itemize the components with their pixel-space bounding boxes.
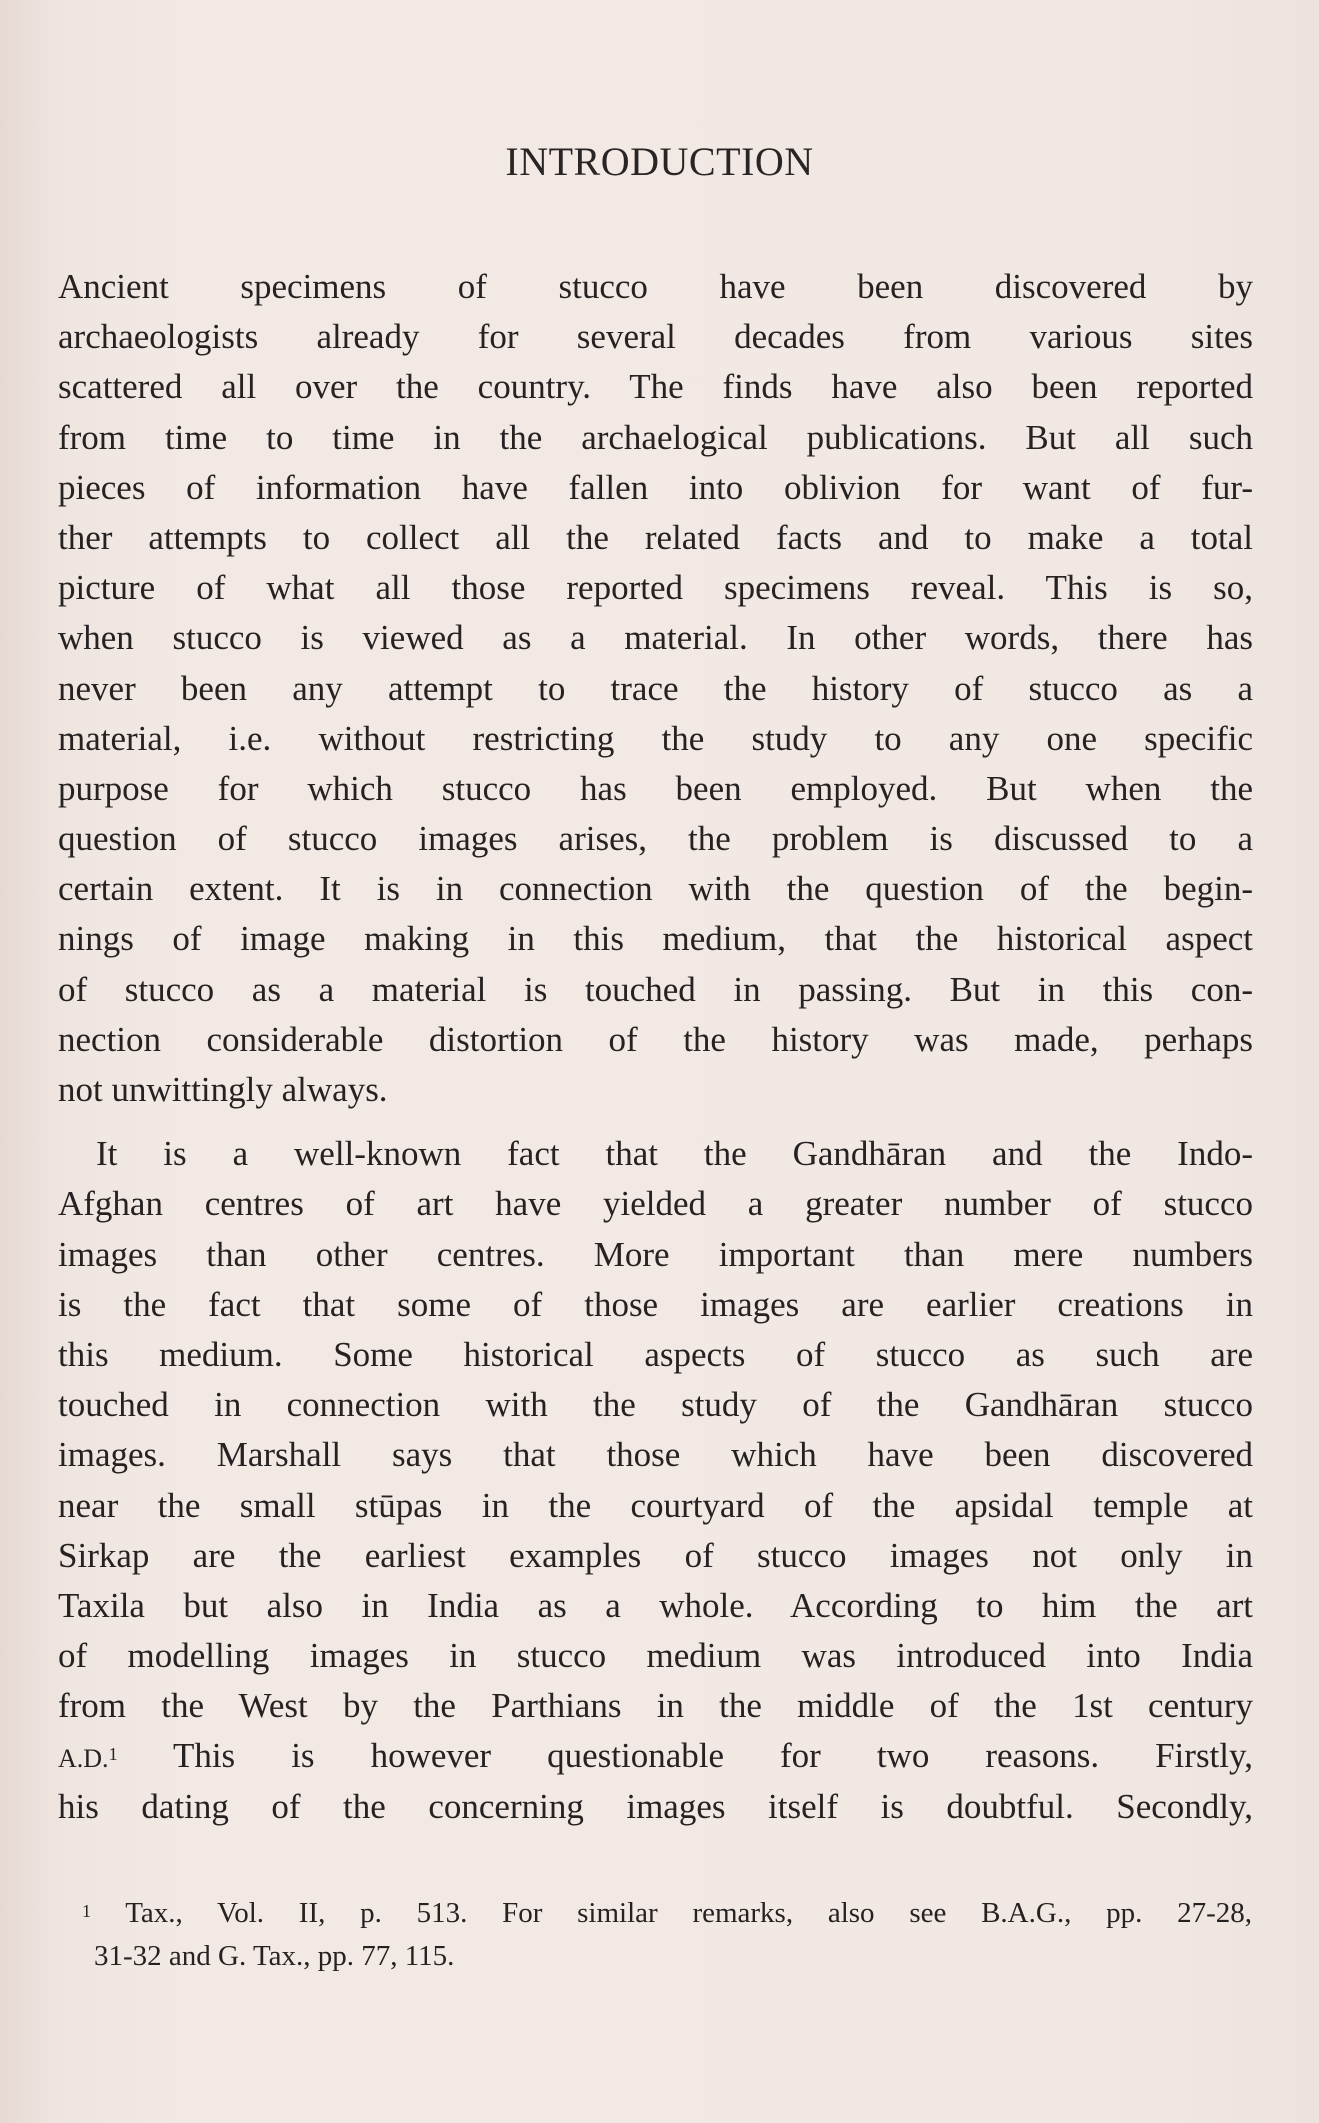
ad-line-rest: This is however questionable for two reasons. Firstly,	[117, 1736, 1253, 1776]
page-title: INTRODUCTION	[505, 139, 814, 184]
text-line: is the fact that some of those images are earlier creations in	[58, 1284, 1253, 1324]
text-line: Afghan centres of art have yielded a greater number of stucco	[58, 1184, 1253, 1224]
footnote-line: 31-32 and G. Tax., pp. 77, 115.	[94, 1940, 455, 1972]
paragraph-2	[58, 1129, 1253, 1832]
text-line: not unwittingly always.	[58, 1070, 388, 1109]
text-line: material, i.e. without restricting the study to any one specific	[58, 718, 1253, 758]
text-line: nection considerable distortion of the history was made, perhaps	[58, 1019, 1253, 1059]
body-text	[58, 262, 1253, 1832]
text-line: Taxila but also in India as a whole. According to him the art	[58, 1585, 1253, 1625]
text-line: picture of what all those reported specimens reveal. This is so,	[58, 568, 1253, 608]
text-line: near the small stūpas in the courtyard of the apsidal temple at	[58, 1485, 1253, 1525]
text-line: when stucco is viewed as a material. In other words, there has	[58, 618, 1253, 658]
paragraph-1	[58, 262, 1253, 1115]
text-line: images. Marshall says that those which have been discovered	[58, 1435, 1253, 1475]
text-line: Ancient specimens of stucco have been discovered by	[58, 267, 1253, 306]
footnote-text: Tax., Vol. II, p. 513. For similar remarks, also see B.A.G., pp. 27-28,	[125, 1897, 1252, 1929]
text-line: scattered all over the country. The finds have also been reported	[58, 367, 1253, 407]
text-line: from time to time in the archaelogical publications. But all such	[58, 417, 1253, 457]
text-line: It is a well-known fact that the Gandhāran and the Indo-	[96, 1134, 1253, 1174]
text-line: from the West by the Parthians in the middle of the 1st century	[58, 1686, 1253, 1726]
text-line: purpose for which stucco has been employed. But when the	[58, 768, 1253, 808]
footnote	[82, 1892, 1252, 1978]
text-line: Sirkap are the earliest examples of stucco images not only in	[58, 1535, 1253, 1575]
text-line: his dating of the concerning images itself is doubtful. Secondly,	[58, 1786, 1253, 1826]
text-line: pieces of information have fallen into oblivion for want of fur-	[58, 467, 1253, 507]
ad-abbrev: A.D.	[58, 1744, 109, 1774]
text-line: ther attempts to collect all the related facts and to make a total	[58, 517, 1253, 557]
text-line: of stucco as a material is touched in passing. But in this con-	[58, 969, 1253, 1009]
footnote-line	[82, 1892, 1252, 1935]
text-line: certain extent. It is in connection with the question of the begin-	[58, 869, 1253, 909]
text-line: archaeologists already for several decades from various sites	[58, 317, 1253, 357]
text-line: question of stucco images arises, the problem is discussed to a	[58, 819, 1253, 859]
text-line: of modelling images in stucco medium was introduced into India	[58, 1636, 1253, 1676]
text-line: this medium. Some historical aspects of stucco as such are	[58, 1334, 1253, 1374]
text-line-with-footnote	[58, 1731, 1253, 1781]
footnote-marker: 1	[82, 1901, 91, 1921]
footnote-ref[interactable]: 1	[108, 1744, 118, 1765]
text-line: touched in connection with the study of the Gandhāran stucco	[58, 1385, 1253, 1425]
text-line: images than other centres. More important than mere numbers	[58, 1234, 1253, 1274]
text-line: nings of image making in this medium, that the historical aspect	[58, 919, 1253, 959]
text-line: never been any attempt to trace the history of stucco as a	[58, 668, 1253, 708]
